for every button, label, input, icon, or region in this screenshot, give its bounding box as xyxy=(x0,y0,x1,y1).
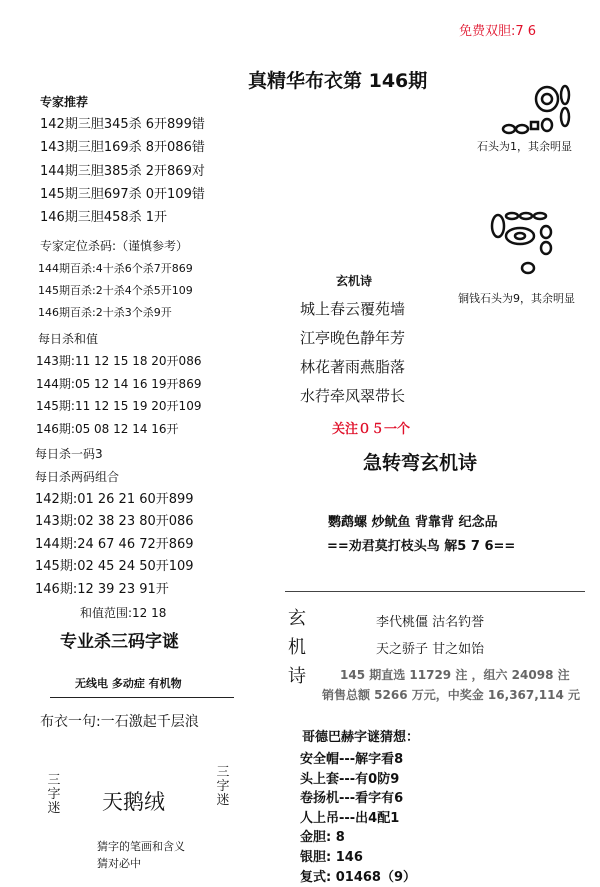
sum-kill-heading: 每日杀和值 xyxy=(38,332,99,346)
poem-line: 江亭晚色静年芳 xyxy=(300,329,406,347)
list-item: 卷扬机---看字有6 xyxy=(300,791,404,807)
list-item: 143期三胆169杀 8开086错 xyxy=(40,140,205,156)
xuanji2-line-2: 天之骄子 甘之如饴 xyxy=(376,642,485,657)
expert-list xyxy=(40,113,205,229)
turn-title: 急转弯玄机诗 xyxy=(363,452,478,474)
list-item: 145期:11 12 15 19 20开109 xyxy=(36,399,202,414)
position-kill-heading: 专家定位杀码:（谨慎参考） xyxy=(40,239,189,253)
poem-line: 城上春云覆苑墙 xyxy=(300,300,406,318)
pair-kill-list xyxy=(35,489,194,601)
list-item: 144期三胆385杀 2开869对 xyxy=(40,163,205,179)
expert-heading: 专家推荐 xyxy=(40,95,89,109)
three-char-right: 三 字 迷 xyxy=(216,765,230,808)
three-char-center: 天鹅绒 xyxy=(102,790,165,814)
list-item: 144期:24 67 46 72开869 xyxy=(35,536,194,552)
poem-line: 林花著雨燕脂落 xyxy=(300,358,406,376)
list-item: 146期百杀:2十杀3个杀9开 xyxy=(38,306,172,320)
pro-riddle-line: 无线电 多动症 有机物 xyxy=(75,677,182,690)
sum-kill-list xyxy=(36,350,201,440)
list-item: 145期百杀:2十杀4个杀5开109 xyxy=(38,284,193,298)
sales-line-2: 销售总额 5266 万元，中奖金 16,367,114 元 xyxy=(322,688,581,702)
divider xyxy=(285,591,585,592)
turn-answer: ==劝君莫打枝头鸟 解5 7 6== xyxy=(327,539,516,554)
list-item: 银胆: 146 xyxy=(300,849,363,865)
xuanji-poem xyxy=(300,295,405,411)
buyi-saying: 布衣一句:一石激起千层浪 xyxy=(40,714,199,730)
list-item: 复式: 01468（9） xyxy=(300,869,416,885)
list-item: 144期百杀:4十杀6个杀7开869 xyxy=(38,262,193,275)
list-item: 146期三胆458杀 1开 xyxy=(40,210,168,226)
position-kill-list xyxy=(38,258,193,325)
list-item: 人上吊---出4配1 xyxy=(300,810,400,826)
follow-line: 关注０５一个 xyxy=(332,422,411,437)
kill-one-code: 每日杀一码3 xyxy=(35,447,103,461)
three-char-note-2: 猜对必中 xyxy=(97,857,141,870)
three-char-left: 三 字 迷 xyxy=(47,773,61,816)
xuanji-heading: 玄机诗 xyxy=(336,274,373,288)
list-item: 143期:02 38 23 80开086 xyxy=(35,514,194,530)
godel-heading: 哥德巴赫字谜猜想： xyxy=(302,730,420,745)
list-item: 安全帽---解字看8 xyxy=(300,752,404,767)
list-item: 145期:02 45 24 50开109 xyxy=(35,559,194,575)
poem-line: 水荇牵风翠带长 xyxy=(300,387,406,405)
list-item: 头上套---有0防9 xyxy=(300,771,400,787)
turn-words: 鹦鹉螺 炒鱿鱼 背靠背 纪念品 xyxy=(328,515,498,530)
pro-riddle-title: 专业杀三码字谜 xyxy=(60,632,179,652)
sum-range: 和值范围:12 18 xyxy=(80,606,167,620)
divider xyxy=(50,697,234,698)
coin-pictogram xyxy=(488,210,558,276)
free-double-label: 免费双胆:7 6 xyxy=(459,24,537,39)
xuanji2-line-1: 李代桃僵 沽名钓誉 xyxy=(376,615,485,630)
pair-kill-heading: 每日杀两码组合 xyxy=(35,470,120,484)
list-item: 142期三胆345杀 6开899错 xyxy=(40,117,205,132)
stone-pictogram xyxy=(495,83,575,135)
godel-list xyxy=(300,750,416,887)
list-item: 145期三胆697杀 0开109错 xyxy=(40,186,205,202)
page-title: 真精华布衣第 146期 xyxy=(248,70,428,92)
list-item: 144期:05 12 14 16 19开869 xyxy=(36,376,202,391)
stone-hint-2: 铜钱石头为9，其余明显 xyxy=(458,292,575,305)
list-item: 146期:05 08 12 14 16开 xyxy=(36,421,179,436)
sales-line-1: 145 期直选 11729 注 ，组六 24098 注 xyxy=(340,668,570,682)
list-item: 146期:12 39 23 91开 xyxy=(35,581,169,597)
list-item: 金胆: 8 xyxy=(300,830,345,846)
list-item: 142期:01 26 21 60开899 xyxy=(35,492,194,507)
list-item: 143期:11 12 15 18 20开086 xyxy=(36,354,202,368)
three-char-note-1: 猜字的笔画和含义 xyxy=(97,840,185,853)
stone-hint-1: 石头为1，其余明显 xyxy=(477,140,572,153)
xuanji-vertical: 玄 机 诗 xyxy=(288,608,306,687)
